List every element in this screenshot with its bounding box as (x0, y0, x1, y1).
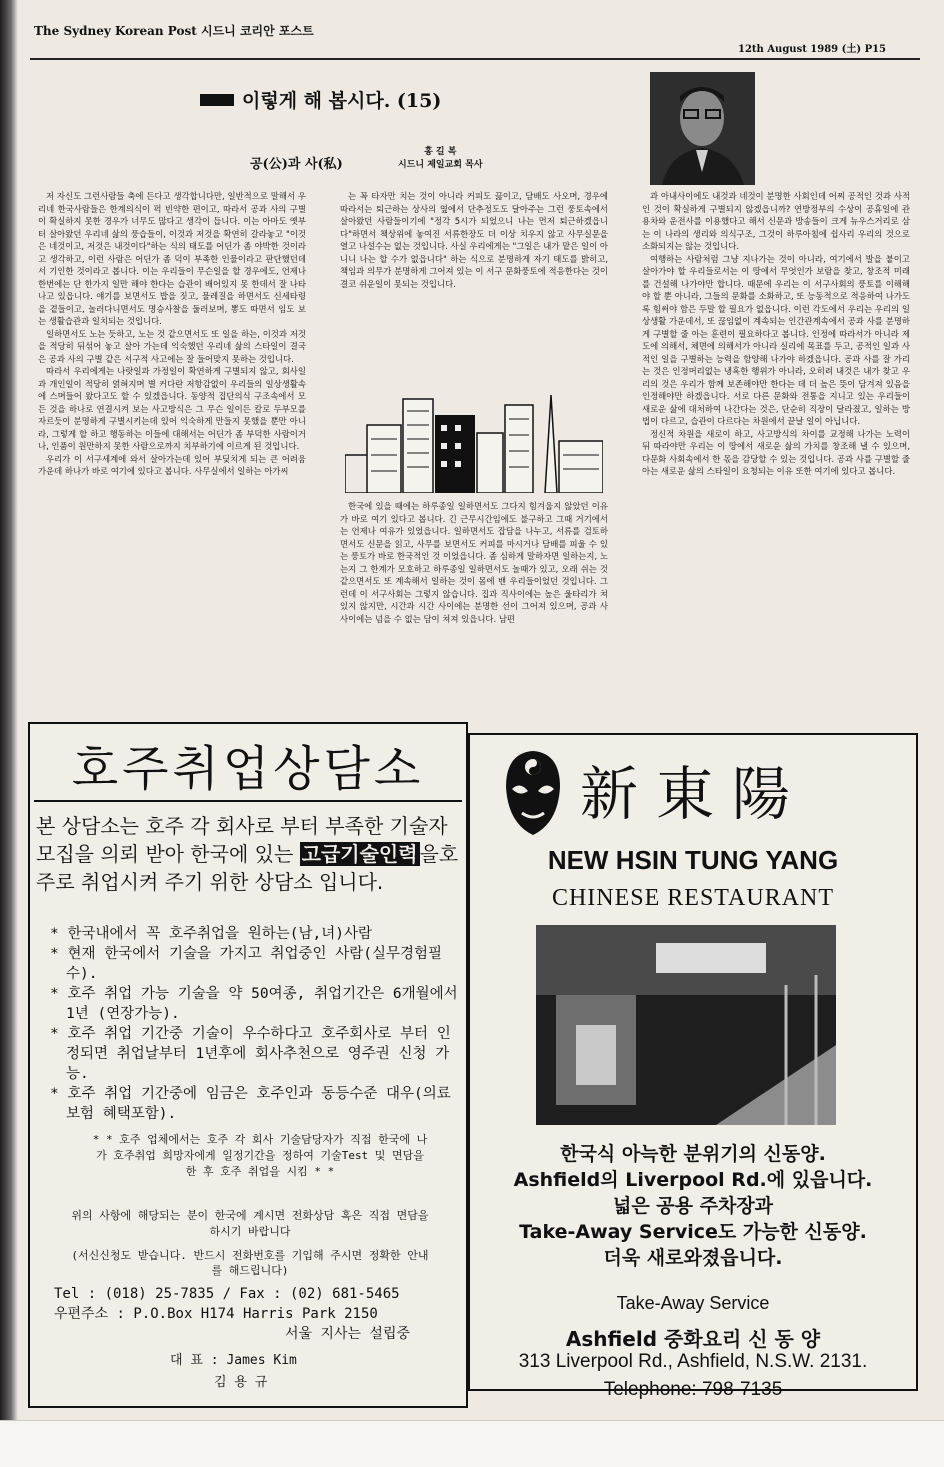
ad-intro-text: 본 상담소는 호주 각 회사로 부터 부족한 기술자모집을 의뢰 받아 한국에 있는 (36, 814, 448, 866)
restaurant-ad (468, 733, 918, 1400)
rep-name-en: James Kim (226, 1353, 297, 1368)
restaurant-telephone: Telephone: 798-7135 (603, 1379, 783, 1400)
paragraph: 저 자신도 그런사람들 축에 든다고 생각합니다만, 일반적으로 말해서 우리네 한국사람들은 한계의식이 퍽 빈약한 편이고, 따라서 공과 사의 구별이 확실하지 못한 경우가 너무도 많다고 생각이 듭니다. 이는 아마도 옛부터 살아왔던 우리네 삶의 풍습들이, 이것과 저것을 확연히 갈라놓고 "이것은 네것이고, 저것은 내것이다"하는 식의 태도를 어딘가 좀 야박한 것이라고 생각하고, 이런 사람은 어딘가 좀 덕이 부족한 인물이라고 판단했던데서 기인한 것이라고 봅니다. 이는 우리들이 무슨일을 할 경우에도, 언제나 한번에는 단 한가지 일만 해야 한다는 습관이 배어있지 못 한데서 잘 나타나고 있읍니다. 얘기를 보면서도 밥을 짓고, 물레질을 하면서도 신세타령을 곁들이고, 놀러다니면서도 명승사찰을 둘러보며, 뽕도 따면서 임도 보는 생활습관과 일치되는 것입니다. (38, 191, 306, 326)
author-role: 시드니 제일교회 목사 (398, 160, 483, 170)
paragraph: 따라서 우리에게는 나랏일과 가정일이 확연하게 구별되지 않고, 회사일과 개인일이 적당히 얽혀지며 별 커다란 저항감없이 우리들의 일상생활속에 스며들어 왔다고도 할 수 있겠읍니다. 동양적 집단의식 구조속에서 모든 것을 하나로 연결시켜 보는 사고방식은 그 무슨 일이든 칼로 두부모를 자르듯이 분명하게 구별시키는데 있어 익숙하게 만들지 못했을 뿐만 아니라, 그렇게 할 하고 행동하는 이들에 대해서는 어딘가 좀 부덕한 사람이거나, 인품이 원만하지 못한 사람으로까지 치부하기에 이르게 된 것입니다. (38, 366, 306, 451)
article-title-text: 이렇게 해 봅시다. (15) (242, 90, 442, 112)
ad-intro-text-end: 을호주로 취업시켜 주기 위한 상담소 입니다. (36, 842, 459, 894)
paragraph: 일하면서도 노는 듯하고, 노는 것 같으면서도 또 일을 하는, 이것과 저것을 적당히 뒤섞어 놓고 살아 가는데 익숙했던 우리네 삶의 스타일이 결국은 공과 사의 구별 같은 서구적 사고에는 잘 들어맞지 못하는 것입니다. (38, 328, 306, 364)
paragraph: 여행하는 사람처럼 그냥 지나가는 것이 아니라, 여기에서 발을 붙이고 살아가야 할 우리들로서는 이 땅에서 무엇인가 보람을 찾고, 창조적 미래를 건설해 나가야만 합니다. 때문에 우리는 이 서구사회의 풍토를 이해해야 할 뿐 아니라, 그들의 문화를 소화하고, 또 능동적으로 적응하여 나가도록 힘써야 함은 두말 할 필요가 없읍니다. 이런 각도에서 우리는 우리의 일상생활 가운데서, 또 끊임없이 계속되는 인간관계속에서 공과 사를 분명하게 구별할 줄 아는 훈련이 필요하다고 봅니다. 인정에 따라서가 아니라 제도에 의해서, 체면에 의해서가 아니라 실리에 목표를 두고, 공적인 일과 사적인 일을 구별하는 능력을 함양해 나가야 하겠읍니다. 공과 사를 잘 가리는 것은 인정머리없는 냉혹한 행위가 아니라, 오히려 내것은 내가 찾고 우리의 것은 우리가 함께 보존해야만 한다는 데 더 높은 뜻이 담겨져 있음을 인정해야만 하겠읍니다. 서로 다른 문화와 전통을 지니고 있는 우리들이 새로운 삶에 대처하여 나간다는 것은, 단순히 직장이 달라졌고, 일하는 방법이 다르고, 습관이 다르다는 차원에서 끝날 일이 아닙니다. (642, 253, 910, 426)
portrait-photo (650, 72, 755, 185)
restaurant-type: CHINESE RESTAURANT (551, 885, 835, 911)
promo-line: 더욱 새로와졌읍니다. (603, 1247, 783, 1269)
paragraph: 정신적 차원을 새로이 하고, 사고방식의 차이를 교정해 나가는 노력이 뒤 따라야만 우리는 이 땅에서 새로운 삶의 가치를 창조해 낼 수 있으며, 다문화 사회속에서 한 몫을 감당할 수 있는 것입니다. 공과 사를 구별할 줄 아는 새로운 삶의 스타일이 요청되는 이유 또한 여기에 있다고 봅니다. (642, 428, 910, 476)
ad-telephone: Tel : (018) 25-7835 / Fax : (02) 681-5465 (54, 1286, 400, 1302)
paragraph: 는 꼭 타자만 치는 것이 아니라 커피도 끓이고, 담배도 사오며, 경우에 따라서는 퇴근하는 상사의 옆에서 단추정도도 달아주는 그런 풍토속에서 살아왔던 사람들이기에 "정각 5시가 되었으니 나는 먼저 퇴근하겠읍니다"하면서 책상위에 놓여진 서류한장도 더 이상 치우지 않고 사무실문을 열고 나설수는 없는 것입니다. 사실 우리에게는 "그일은 내가 맡은 일이 아니니 나는 할 수가 없읍니다" 하는 식으로 분명하게 자기 태도를 밝히고, 책임과 의무가 분명하게 그어져 있는 이 서구 문화풍토에 적응한다는 것이 결코 쉬운일이 못되는 것입니다. (340, 191, 608, 289)
restaurant-address: 313 Liverpool Rd., Ashfield, N.S.W. 2131. (518, 1351, 868, 1372)
article-column-3 (642, 190, 910, 710)
author-byline (398, 146, 483, 172)
paragraph: 과 아내사이에도 내것과 네것이 분명한 사회인데 어찌 공적인 것과 사적인 것이 확실하게 구별되지 않겠읍니까? 연방정부의 수상이 공휴일에 관용차와 운전사를 이용했다고 해서 신문과 방송들이 크게 뉴우스거리로 삼는 이 나라의 생리와 의식구조, 그것이 하루아침에 쉽사리 우리의 것으로 소화되지는 않는 것입니다. (642, 191, 910, 251)
list-item: * 한국내에서 꼭 호주취업을 원하는(남,녀)사람 (50, 926, 372, 942)
title-marker (200, 94, 234, 106)
masthead: The Sydney Korean Post 시드니 코리안 포스트 (34, 24, 314, 38)
article-column-1 (38, 190, 306, 708)
opera-mask-logo (500, 747, 566, 839)
article-subtitle: 공(公)과 사(私) (250, 157, 343, 172)
ad-note: * * 호주 업체에서는 호주 각 회사 기술담당자가 직접 한국에 나가 호주취업 희망자에게 일정기간을 정하여 기술Test 및 면담을 한 후 호주 취업을 시킴 * * (92, 1133, 428, 1178)
ad-representative (170, 1350, 390, 1394)
paragraph: 한국에 있을 때에는 하루종일 일하면서도 그다지 힘겨웁지 않았던 이유가 바로 여기 있다고 봅니다. 긴 근무시간임에도 불구하고 그때 거기에서는 언제나 여유가 있었읍니다. 일하면서도 잡담을 나누고, 서류를 검토하면서도 신문을 읽고, 사무를 보면서도 커피를 마시거나 담배를 피울 수 있는 풍토가 바로 한국적인 것 이었읍니다. 좀 심하게 말하자면 일하는지, 노는지 그 한계가 모호하고 하루종일 일하면서도 놀때가 있고, 오래 쉬는 것 같으면서도 또 계속해서 일하는 것이 몸에 밴 우리들이었던 것입니다. 그런데 이 서구사회는 그렇지 않습니다. 집과 직사이에는 높은 울타리가 쳐 있지 않지만, 시간과 시간 사이에는 분명한 선이 그어져 있으며, 공과 사 사이에는 넘을 수 없는 담이 쳐져 있읍니다. 남편 (340, 501, 608, 624)
ad-divider (34, 800, 462, 802)
article-column-2-top (340, 190, 608, 380)
ad-requirements-list (50, 924, 460, 1124)
restaurant-chinese-name: 新東陽 (580, 760, 809, 828)
city-skyline-illustration (345, 385, 603, 493)
employment-agency-ad (28, 722, 468, 1408)
restaurant-name: NEW HSIN TUNG YANG (547, 845, 839, 875)
restaurant-ashfield-name: Ashfield 중화요리 신 동 양 (565, 1327, 821, 1351)
list-item: * 현재 한국에서 기술을 가지고 취업중인 사람(실무경험필수). (50, 946, 442, 982)
article-column-2-bottom (340, 500, 608, 712)
paragraph: 우리가 이 서구세계에 와서 살아가는데 있어 부딪치게 되는 큰 어려움 가운데 하나가 바로 여기에 있다고 봅니다. 사무실에서 일하는 아가씨 (38, 453, 306, 476)
list-item: * 호주 취업 가능 기술을 약 50여종, 취업기간은 6개월에서 1년 (연장가능). (50, 986, 458, 1022)
list-item: * 호주 취업 기간중에 임금은 호주인과 동등수준 대우(의료보험 혜택포함). (50, 1086, 451, 1122)
ad-address: 우편주소 : P.O.Box H174 Harris Park 2150 (54, 1306, 378, 1322)
restaurant-promo (470, 1141, 916, 1271)
promo-line: 한국식 아늑한 분위기의 신동양. (560, 1143, 826, 1165)
takeaway-label: Take-Away Service (616, 1293, 770, 1313)
page-bottom-edge (0, 1420, 944, 1467)
author-name: 홍 길 복 (424, 147, 457, 157)
date-page: 12th August 1989 (土) P15 (738, 44, 887, 55)
promo-line: Take-Away Service도 가능한 신동양. (519, 1221, 867, 1243)
rep-name-ko: 김 용 규 (214, 1375, 268, 1390)
article-title (200, 86, 441, 113)
ad-contact-note: 위의 사항에 해당되는 분이 한국에 계시면 전화상담 혹은 직접 면담을 하시기 바랍니다 (71, 1209, 429, 1238)
binder-edge (0, 0, 18, 1466)
rep-label: 대 표 : (170, 1353, 219, 1368)
promo-line: 넓은 공용 주차장과 (612, 1195, 774, 1217)
ad-apply-note: (서신신청도 받습니다. 반드시 전화번호를 기입해 주시면 정확한 안내를 해드립니다) (71, 1249, 429, 1277)
ad-seoul-branch: 서울 지사는 설립중 (284, 1326, 410, 1342)
ad-intro (36, 812, 462, 896)
ad-title: 호주취업상담소 (71, 741, 425, 797)
header-rule (30, 58, 920, 60)
restaurant-street-photo (536, 925, 836, 1125)
ad-intro-highlight: 고급기술인력 (301, 842, 418, 866)
promo-line: Ashfield의 Liverpool Rd.에 있읍니다. (513, 1169, 873, 1191)
list-item: * 호주 취업 기간중 기술이 우수하다고 호주회사로 부터 인정되면 취업날부터 1년후에 회사추천으로 영주권 신청 가능. (50, 1026, 451, 1082)
ad-contact-block (54, 1284, 454, 1344)
